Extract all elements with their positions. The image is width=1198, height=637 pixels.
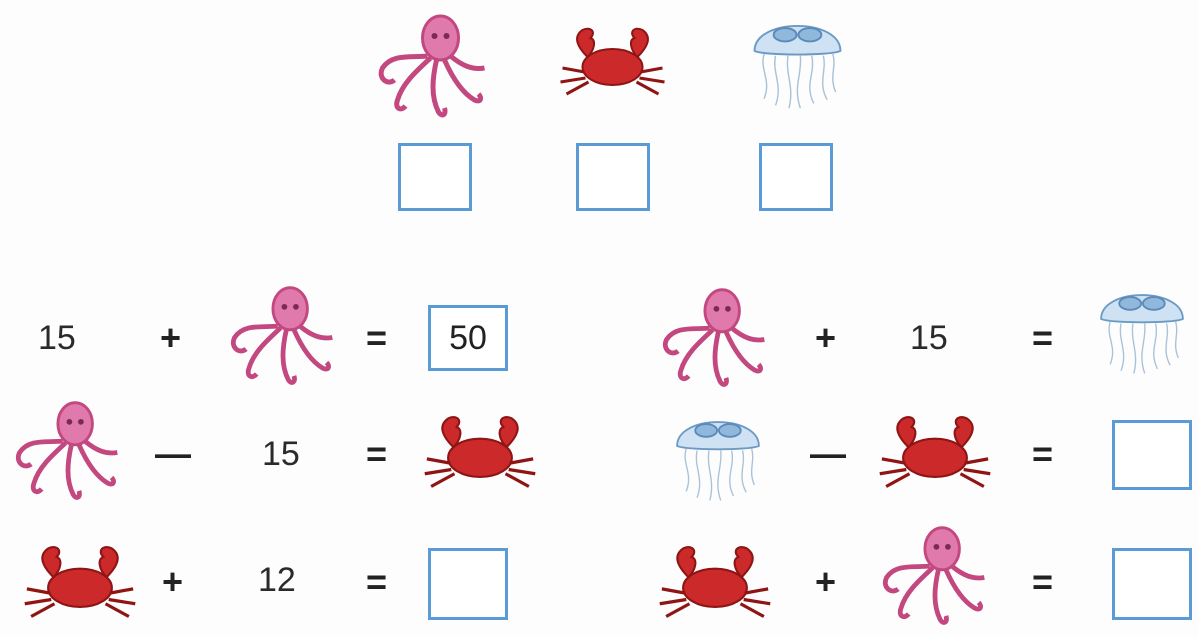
- eq5-equals: =: [366, 561, 388, 602]
- eq5-result-box[interactable]: [428, 548, 508, 620]
- octopus-icon: [652, 282, 777, 397]
- crab-icon: [870, 410, 1000, 495]
- eq4-equals: =: [1032, 433, 1054, 474]
- crab-answer-box[interactable]: [576, 143, 650, 211]
- eq2-equals: =: [1032, 317, 1054, 358]
- eq2-number: 15: [910, 319, 948, 357]
- eq3-minus: —: [155, 433, 191, 474]
- eq1-equals: =: [366, 317, 388, 358]
- octopus-icon: [872, 520, 997, 635]
- eq6-plus: +: [815, 561, 837, 602]
- crab-icon: [15, 540, 145, 625]
- eq2-plus: +: [815, 317, 837, 358]
- octopus-icon: [5, 395, 130, 510]
- crab-icon: [650, 540, 780, 625]
- eq1-number: 15: [38, 319, 76, 357]
- crab-icon: [550, 22, 675, 102]
- eq5-number: 12: [258, 561, 296, 599]
- eq3-number: 15: [262, 435, 300, 473]
- jellyfish-answer-box[interactable]: [759, 143, 833, 211]
- eq4-result-box[interactable]: [1112, 420, 1192, 490]
- eq6-equals: =: [1032, 561, 1054, 602]
- octopus-icon: [370, 8, 495, 128]
- eq5-plus: +: [162, 561, 184, 602]
- jellyfish-icon: [1092, 278, 1192, 378]
- crab-icon: [415, 410, 545, 495]
- eq1-plus: +: [160, 317, 182, 358]
- jellyfish-icon: [745, 8, 850, 113]
- eq3-equals: =: [366, 433, 388, 474]
- eq1-result-box[interactable]: 50: [428, 305, 508, 371]
- octopus-answer-box[interactable]: [398, 143, 472, 211]
- eq4-minus: —: [810, 433, 846, 474]
- octopus-icon: [220, 280, 345, 395]
- jellyfish-icon: [668, 405, 768, 505]
- eq6-result-box[interactable]: [1112, 548, 1192, 620]
